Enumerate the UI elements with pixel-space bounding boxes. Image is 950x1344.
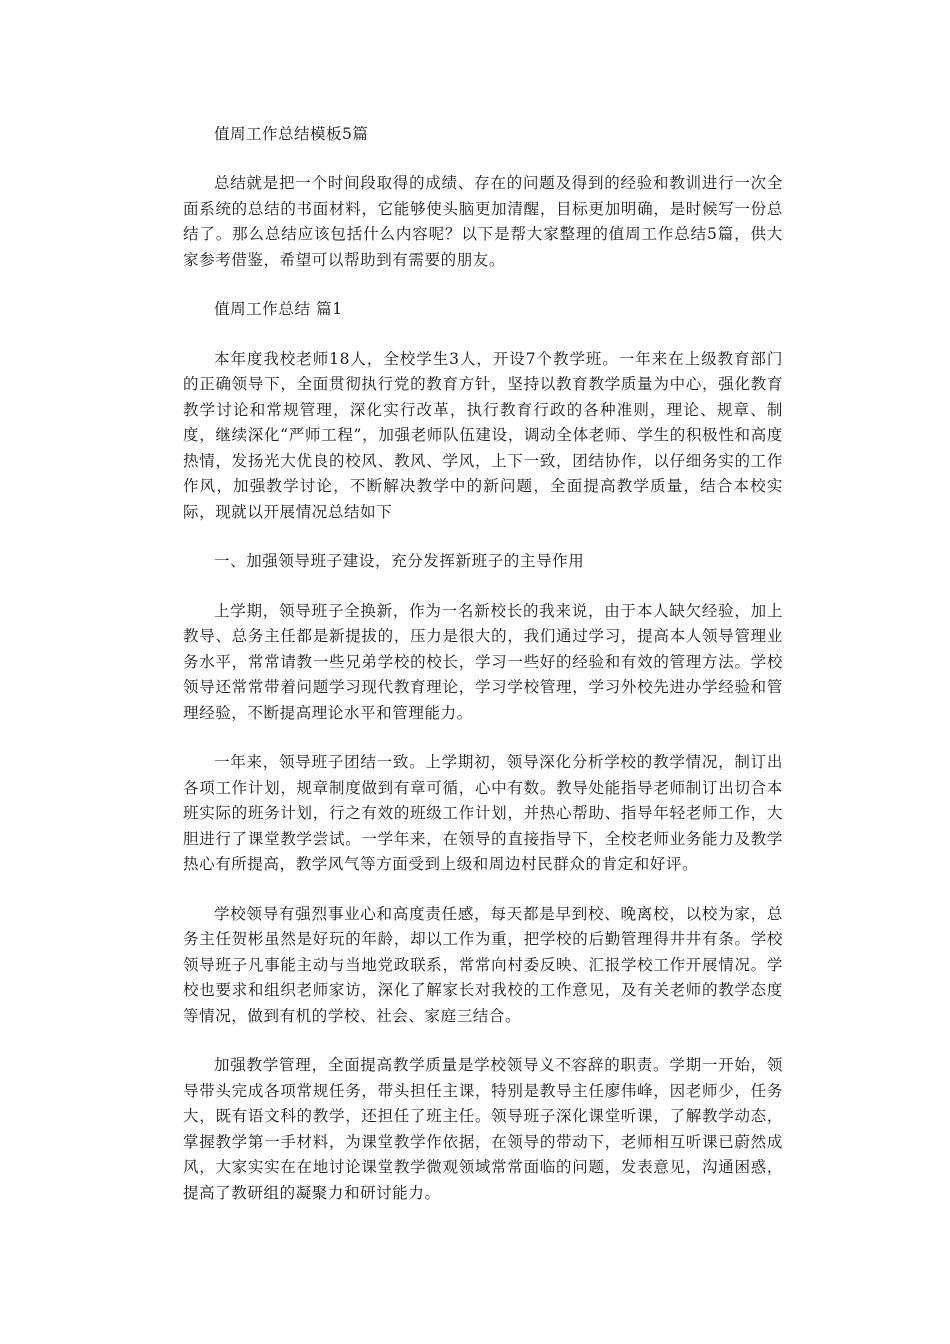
document-title: 值周工作总结模板5篇: [214, 125, 369, 143]
body-paragraph-5: 加强教学管理，全面提高教学质量是学校领导义不容辞的职责。学期一开始，领导带头完成各项常规任务，带头担任主课，特别是教导主任廖伟峰，因老师少，任务大，既有语文科的教学，还担任了班主任。领导班子深化课堂听课，了解教学动态，掌握教学第一手材料，为课堂教学作依据，在领导的带动下，老师相互听课已蔚然成风，大家实实在在地讨论课堂教学微观领域常常面临的问题，发表意见，沟通困惑，提高了教研组的凝聚力和研讨能力。: [183, 1056, 783, 1202]
body-paragraph-3: 一年来，领导班子团结一致。上学期初，领导深化分析学校的教学情况，制订出各项工作计划，规章制度做到有章可循，心中有数。教导处能指导老师制订出切合本班实际的班务计划，行之有效的班级工作计划，并热心帮助、指导年轻老师工作，大胆进行了课堂教学尝试。一学年来，在领导的直接指导下，全校老师业务能力及教学热心有所提高，教学风气等方面受到上级和周边村民群众的肯定和好评。: [183, 753, 783, 873]
body-paragraph-4: 学校领导有强烈事业心和高度责任感，每天都是早到校、晚离校，以校为家，总务主任贺彬虽然是好玩的年龄，却以工作为重，把学校的后勤管理得井井有条。学校领导班子凡事能主动与当地党政联系，常常向村委反映、汇报学校工作开展情况。学校也要求和组织老师家访，深化了解家长对我校的工作意见，及有关老师的教学态度等情况，做到有机的学校、社会、家庭三结合。: [183, 904, 783, 1025]
document-body: [183, 122, 783, 1230]
body-paragraph-2: 上学期，领导班子全换新，作为一名新校长的我来说，由于本人缺欠经验，加上教导、总务主任都是新提拔的，压力是很大的，我们通过学习，提高本人领导管理业务水平，常常请教一些兄弟学校的校长，学习一些好的经验和有效的管理方法。学校领导还常常带着问题学习现代教育理论，学习学校管理，学习外校先进办学经验和管理经验，不断提高理论水平和管理能力。: [183, 601, 783, 722]
section-title: 值周工作总结 篇1: [214, 300, 343, 318]
body-paragraph-1: 本年度我校老师18人，全校学生3人，开设7个教学班。一年来在上级教育部门的正确领导下，全面贯彻执行党的教育方针，坚持以教育教学质量为中心，强化教育教学讨论和常规管理，深化实行改革，执行教育行政的各种准则，理论、规章、制度，继续深化“严师工程”，加强老师队伍建设，调动全体老师、学生的积极性和高度热情，发扬光大优良的校风、教风、学风，上下一致，团结协作，以仔细务实的工作作风，加强教学讨论，不断解决教学中的新问题，全面提高教学质量，结合本校实际，现就以开展情况总结如下: [183, 349, 783, 521]
intro-paragraph: 总结就是把一个时间段取得的成绩、存在的问题及得到的经验和教训进行一次全面系统的总结的书面材料，它能够使头脑更加清醒，目标更加明确，是时候写一份总结了。那么总结应该包括什么内容呢？以下是帮大家整理的值周工作总结5篇，供大家参考借鉴，希望可以帮助到有需要的朋友。: [183, 174, 783, 269]
subsection-heading: 一、加强领导班子建设，充分发挥新班子的主导作用: [214, 552, 585, 570]
